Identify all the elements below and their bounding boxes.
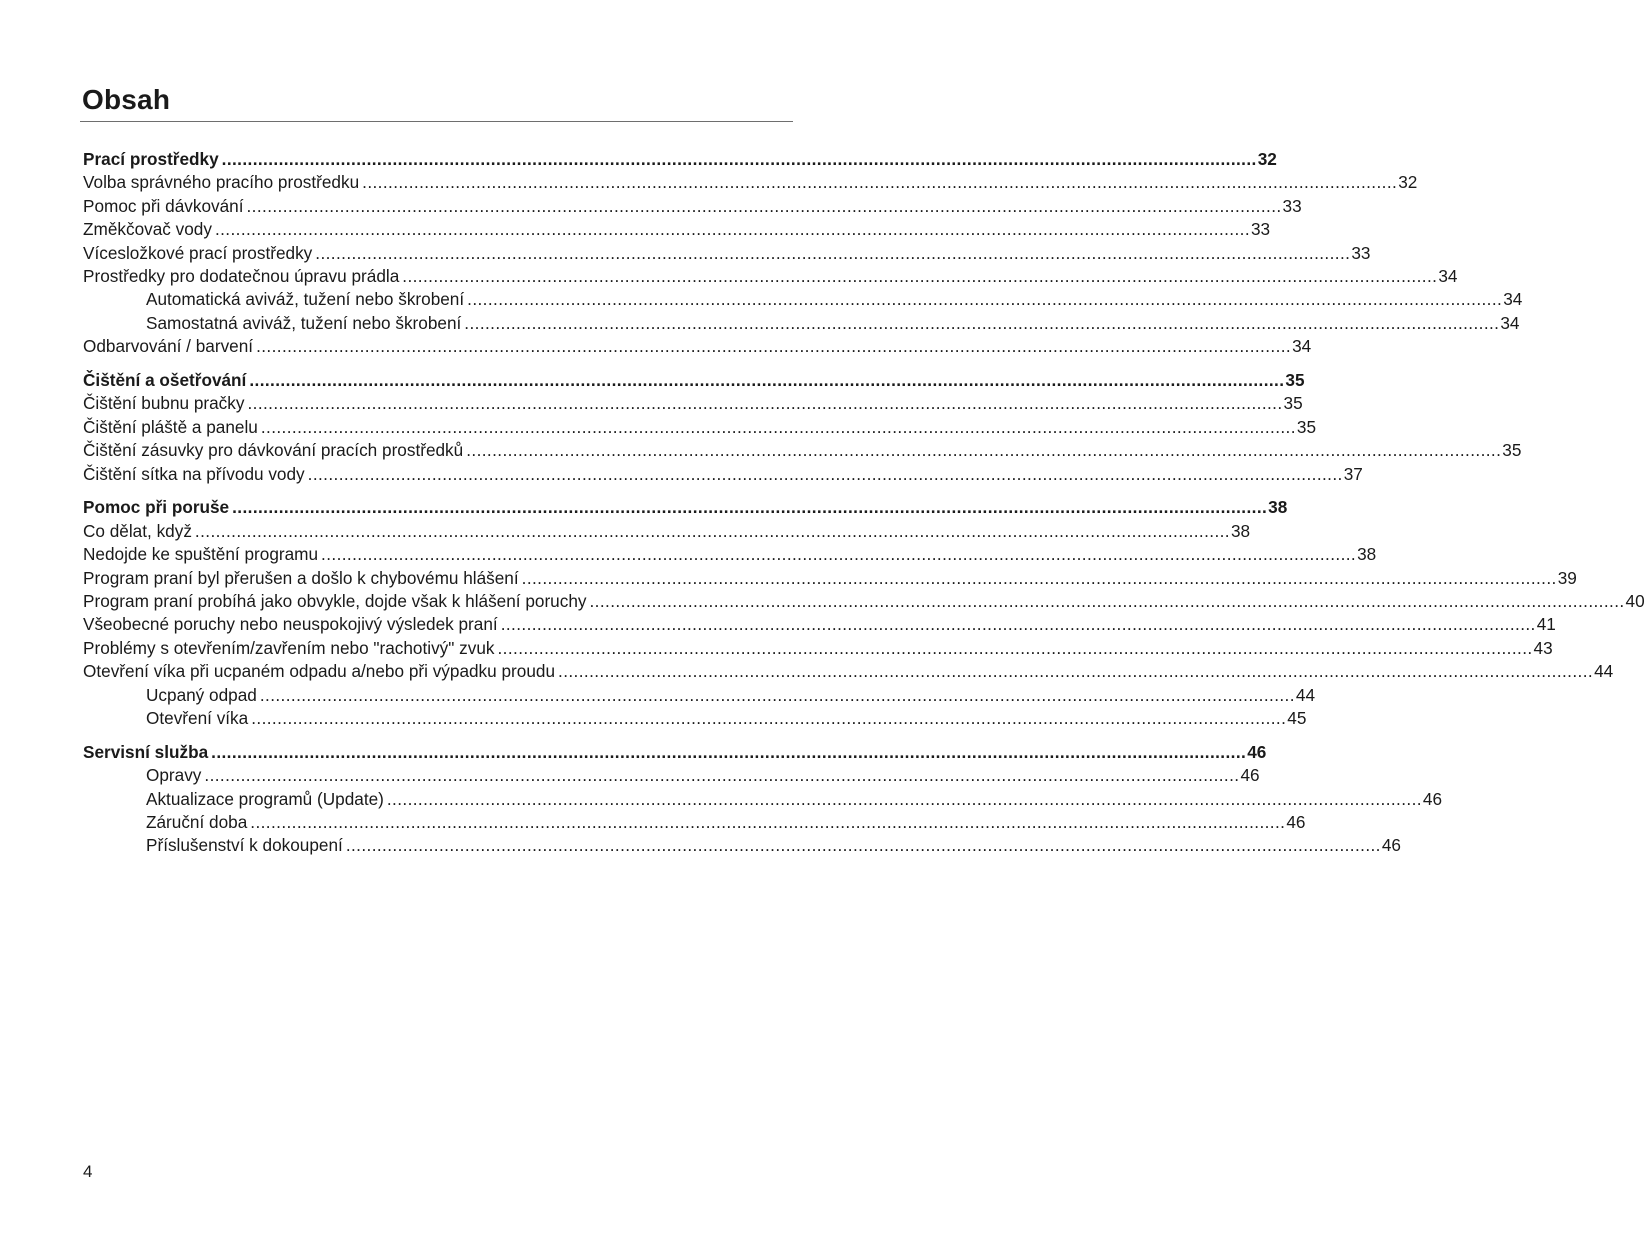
toc-entry[interactable] bbox=[83, 684, 1316, 707]
toc-entry-label: Otevření víka bbox=[146, 707, 249, 728]
toc-entry-label: Změkčovač vody bbox=[83, 219, 212, 240]
toc-dot-leader: ........................................................................................................................................................................................................ bbox=[249, 370, 1285, 391]
toc-dot-leader: ........................................................................................................................................................................................................ bbox=[246, 195, 1282, 216]
toc-section-heading[interactable] bbox=[83, 741, 1267, 764]
toc-entry-page: 46 bbox=[1286, 812, 1306, 833]
toc-entry[interactable] bbox=[83, 637, 1553, 660]
toc-entry-page: 46 bbox=[1381, 835, 1401, 856]
toc-entry-page: 33 bbox=[1251, 219, 1271, 240]
toc-entry-page: 46 bbox=[1240, 765, 1260, 786]
toc-dot-leader: ........................................................................................................................................................................................................ bbox=[362, 172, 1398, 193]
toc-entry[interactable] bbox=[83, 590, 1645, 613]
toc-dot-leader: ........................................................................................................................................................................................................ bbox=[256, 336, 1292, 357]
toc-dot-leader: ........................................................................................................................................................................................................ bbox=[260, 416, 1296, 437]
page-title: Obsah bbox=[82, 84, 171, 115]
toc-entry-label: Čištění a ošetřování bbox=[83, 370, 247, 391]
toc-entry-page: 38 bbox=[1357, 544, 1377, 565]
toc-entry-page: 43 bbox=[1533, 637, 1553, 658]
toc-entry[interactable] bbox=[83, 265, 1458, 288]
toc-entry-page: 38 bbox=[1230, 520, 1251, 541]
toc-entry[interactable] bbox=[83, 195, 1302, 218]
toc-dot-leader: ........................................................................................................................................................................................................ bbox=[467, 289, 1503, 310]
toc-dot-leader: ........................................................................................................................................................................................................ bbox=[402, 265, 1438, 286]
toc-entry-page: 45 bbox=[1287, 707, 1307, 728]
toc-dot-leader: ........................................................................................................................................................................................................ bbox=[251, 707, 1287, 728]
toc-entry-page: 35 bbox=[1502, 440, 1522, 461]
toc-dot-leader: ........................................................................................................................................................................................................ bbox=[589, 591, 1625, 612]
toc-entry-label: Program praní probíhá jako obvykle, dojde však k hlášení poruchy bbox=[83, 591, 587, 612]
toc-entry-page: 35 bbox=[1283, 393, 1303, 414]
toc-entry-label: Záruční doba bbox=[146, 812, 248, 833]
toc-entry[interactable] bbox=[83, 392, 1303, 415]
toc-dot-leader: ........................................................................................................................................................................................................ bbox=[194, 520, 1230, 541]
toc-entry-label: Problémy s otevřením/zavřením nebo "rachotivý" zvuk bbox=[83, 637, 495, 658]
toc-entry[interactable] bbox=[83, 543, 1377, 566]
toc-entry-page: 46 bbox=[1247, 741, 1267, 762]
toc-entry-page: 32 bbox=[1257, 149, 1277, 169]
toc-entry-label: Nedojde ke spuštění programu bbox=[83, 544, 319, 565]
toc-section-heading[interactable] bbox=[83, 496, 1288, 519]
toc-entry-page: 33 bbox=[1351, 242, 1371, 263]
toc-entry[interactable] bbox=[83, 788, 1443, 811]
toc-dot-leader: ........................................................................................................................................................................................................ bbox=[466, 440, 1502, 461]
toc-dot-leader: ........................................................................................................................................................................................................ bbox=[221, 149, 1257, 169]
toc-section bbox=[83, 496, 1645, 730]
toc-entry-label: Prací prostředky bbox=[83, 149, 219, 169]
toc-entry-label: Příslušenství k dokoupení bbox=[146, 835, 343, 856]
toc-entry-label: Aktualizace programů (Update) bbox=[146, 788, 384, 809]
toc-entry-page: 40 bbox=[1625, 591, 1645, 612]
toc-entry-label: Program praní byl přerušen a došlo k chybovému hlášení bbox=[83, 567, 519, 588]
toc-dot-leader: ........................................................................................................................................................................................................ bbox=[386, 788, 1422, 809]
toc-entry[interactable] bbox=[83, 811, 1306, 834]
table-of-contents bbox=[83, 148, 1645, 868]
toc-entry-label: Automatická aviváž, tužení nebo škrobení bbox=[146, 289, 465, 310]
toc-dot-leader: ........................................................................................................................................................................................................ bbox=[204, 765, 1240, 786]
toc-entry[interactable] bbox=[83, 218, 1271, 241]
toc-entry[interactable] bbox=[83, 660, 1614, 683]
toc-entry-page: 44 bbox=[1295, 684, 1316, 705]
toc-entry-label: Čištění bubnu pračky bbox=[83, 393, 245, 414]
toc-dot-leader: ........................................................................................................................................................................................................ bbox=[497, 637, 1533, 658]
toc-dot-leader: ........................................................................................................................................................................................................ bbox=[232, 497, 1268, 518]
toc-dot-leader: ........................................................................................................................................................................................................ bbox=[558, 661, 1594, 682]
toc-entry-label: Otevření víka při ucpaném odpadu a/nebo při výpadku proudu bbox=[83, 661, 556, 682]
toc-entry-label: Vícesložkové prací prostředky bbox=[83, 242, 313, 263]
toc-entry-page: 34 bbox=[1500, 312, 1520, 333]
title-divider bbox=[80, 121, 793, 122]
toc-entry-label: Čištění pláště a panelu bbox=[83, 416, 258, 437]
toc-entry[interactable] bbox=[83, 171, 1418, 194]
toc-entry-page: 41 bbox=[1536, 614, 1556, 635]
toc-dot-leader: ........................................................................................................................................................................................................ bbox=[521, 567, 1557, 588]
page-number: 4 bbox=[83, 1162, 93, 1181]
toc-section bbox=[83, 369, 1522, 486]
toc-section bbox=[83, 148, 1523, 359]
toc-entry-label: Prostředky pro dodatečnou úpravu prádla bbox=[83, 265, 400, 286]
toc-dot-leader: ........................................................................................................................................................................................................ bbox=[259, 684, 1295, 705]
toc-entry-page: 33 bbox=[1282, 195, 1302, 216]
toc-section-heading[interactable] bbox=[83, 369, 1305, 392]
toc-entry-page: 46 bbox=[1422, 788, 1443, 809]
toc-entry[interactable] bbox=[83, 567, 1577, 590]
toc-dot-leader: ........................................................................................................................................................................................................ bbox=[500, 614, 1536, 635]
toc-entry[interactable] bbox=[83, 463, 1363, 486]
toc-dot-leader: ........................................................................................................................................................................................................ bbox=[315, 242, 1351, 263]
toc-dot-leader: ........................................................................................................................................................................................................ bbox=[307, 463, 1343, 484]
toc-entry[interactable] bbox=[83, 707, 1307, 730]
toc-entry-page: 32 bbox=[1398, 172, 1418, 193]
toc-entry-label: Volba správného pracího prostředku bbox=[83, 172, 360, 193]
toc-dot-leader: ........................................................................................................................................................................................................ bbox=[250, 812, 1286, 833]
toc-entry-page: 34 bbox=[1438, 265, 1458, 286]
toc-entry-label: Opravy bbox=[146, 765, 202, 786]
toc-dot-leader: ........................................................................................................................................................................................................ bbox=[211, 741, 1247, 762]
toc-entry-page: 39 bbox=[1557, 567, 1577, 588]
toc-entry-page: 38 bbox=[1268, 497, 1288, 518]
toc-entry-page: 37 bbox=[1343, 463, 1363, 484]
toc-entry-label: Co dělat, když bbox=[83, 520, 192, 541]
toc-entry-label: Pomoc při dávkování bbox=[83, 195, 244, 216]
toc-dot-leader: ........................................................................................................................................................................................................ bbox=[247, 393, 1283, 414]
toc-dot-leader: ........................................................................................................................................................................................................ bbox=[345, 835, 1381, 856]
toc-entry[interactable] bbox=[83, 242, 1371, 265]
toc-entry[interactable] bbox=[83, 335, 1312, 358]
toc-entry-label: Čištění sítka na přívodu vody bbox=[83, 463, 305, 484]
toc-entry-page: 34 bbox=[1503, 289, 1523, 310]
toc-entry[interactable] bbox=[83, 288, 1523, 311]
toc-entry-page: 44 bbox=[1594, 661, 1614, 682]
toc-entry[interactable] bbox=[83, 834, 1401, 857]
toc-dot-leader: ........................................................................................................................................................................................................ bbox=[321, 544, 1357, 565]
toc-entry-label: Čištění zásuvky pro dávkování pracích prostředků bbox=[83, 440, 464, 461]
toc-entry-label: Odbarvování / barvení bbox=[83, 336, 254, 357]
toc-entry[interactable] bbox=[83, 416, 1317, 439]
toc-entry[interactable] bbox=[83, 764, 1260, 787]
toc-section-heading[interactable] bbox=[83, 148, 1277, 171]
toc-section bbox=[83, 741, 1443, 858]
toc-entry-label: Pomoc při poruše bbox=[83, 497, 230, 518]
toc-entry[interactable] bbox=[83, 613, 1556, 636]
toc-entry-label: Servisní služba bbox=[83, 741, 209, 762]
toc-entry-page: 35 bbox=[1285, 370, 1305, 391]
toc-entry[interactable] bbox=[83, 439, 1522, 462]
toc-entry-label: Všeobecné poruchy nebo neuspokojivý výsledek praní bbox=[83, 614, 498, 635]
toc-entry-label: Ucpaný odpad bbox=[146, 684, 257, 705]
toc-entry[interactable] bbox=[83, 312, 1520, 335]
toc-dot-leader: ........................................................................................................................................................................................................ bbox=[464, 312, 1500, 333]
toc-entry-page: 35 bbox=[1296, 416, 1317, 437]
toc-entry[interactable] bbox=[83, 520, 1251, 543]
toc-entry-page: 34 bbox=[1292, 336, 1312, 357]
toc-entry-label: Samostatná aviváž, tužení nebo škrobení bbox=[146, 312, 462, 333]
toc-dot-leader: ........................................................................................................................................................................................................ bbox=[214, 219, 1250, 240]
